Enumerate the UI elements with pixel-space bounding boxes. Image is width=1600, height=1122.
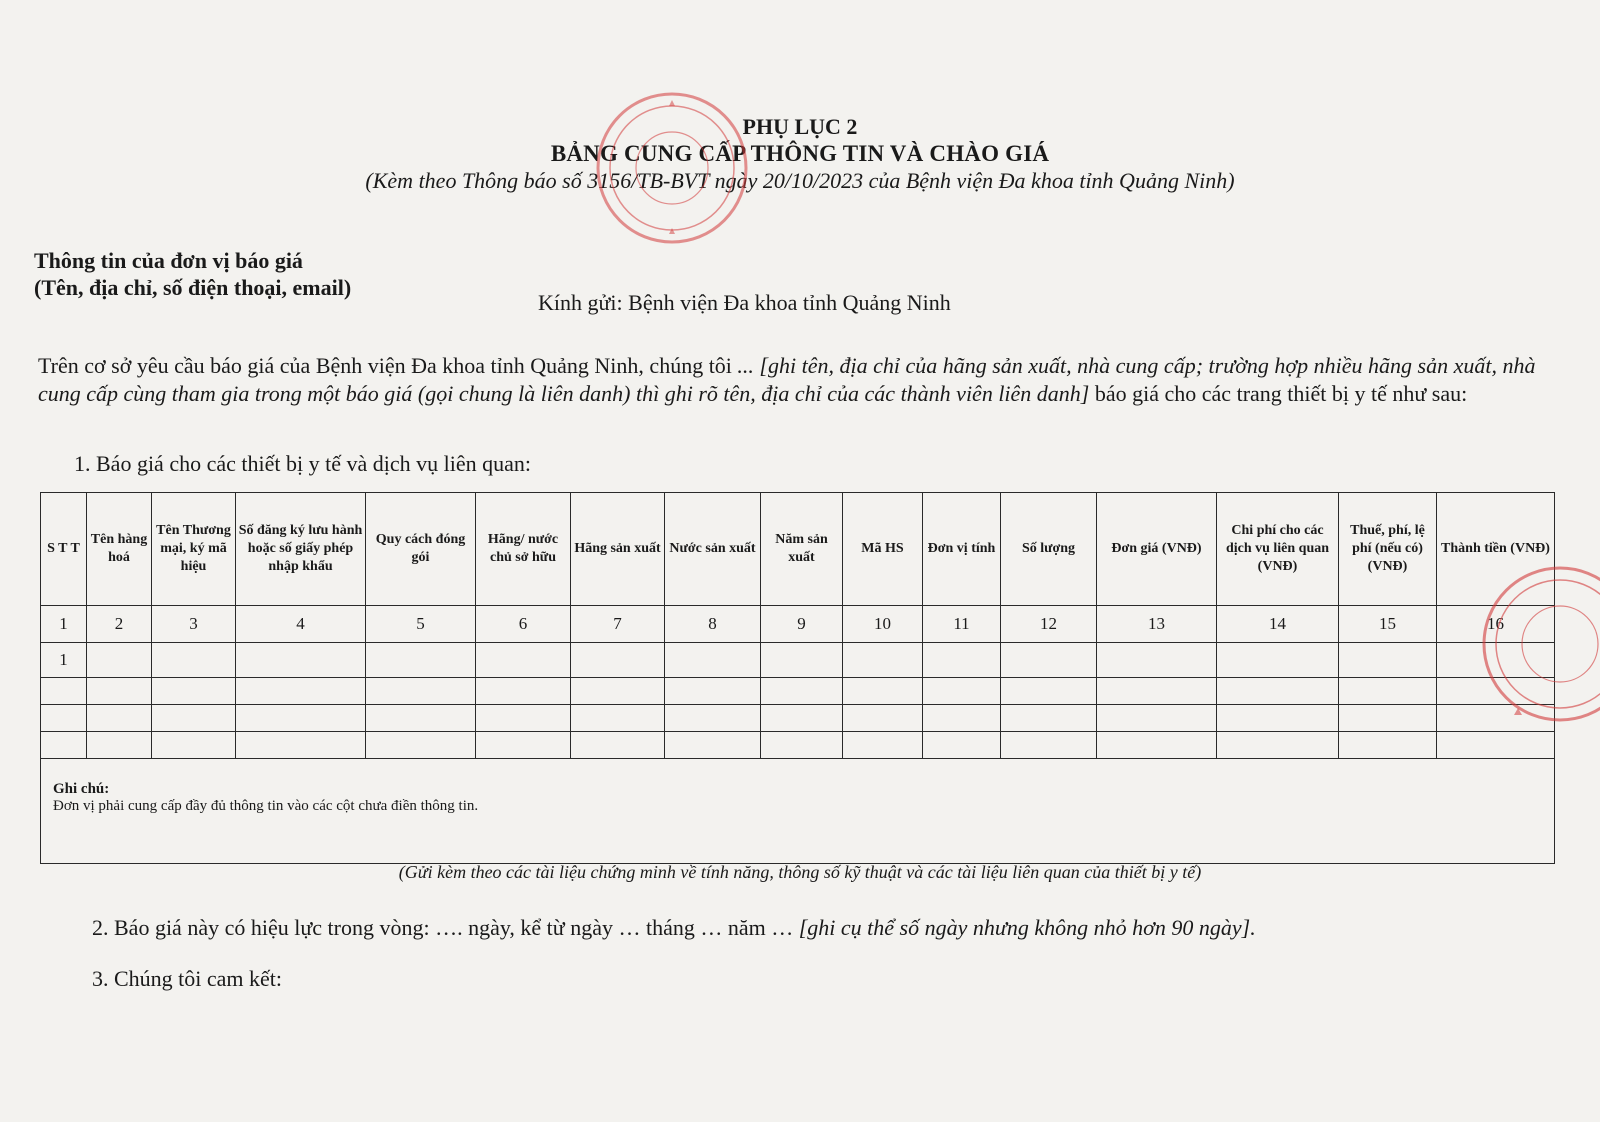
column-number: 16: [1437, 606, 1555, 643]
table-row: [41, 643, 1555, 678]
header-cell: Chi phí cho các dịch vụ liên quan (VNĐ): [1217, 493, 1339, 606]
column-number: 14: [1217, 606, 1339, 643]
column-number: 7: [571, 606, 665, 643]
attachment-note: (Gửi kèm theo các tài liệu chứng minh về tính năng, thông số kỹ thuật và các tài liệu liên quan của thiết bị y tế): [398, 862, 1202, 882]
column-number: 10: [843, 606, 923, 643]
table-header-row: [41, 493, 1555, 606]
note-text: Đơn vị phải cung cấp đầy đủ thông tin vào các cột chưa điền thông tin.: [53, 798, 479, 814]
column-number: 3: [152, 606, 236, 643]
header-cell: Năm sản xuất: [761, 493, 843, 606]
column-number-row: [41, 606, 1555, 643]
table-note-row: [41, 759, 1555, 864]
intro-paragraph: [38, 352, 1538, 408]
section-1-heading: 1. Báo giá cho các thiết bị y tế và dịch vụ liên quan:: [74, 451, 531, 476]
validity-instruction: [ghi cụ thể số ngày nhưng không nhỏ hơn 90 ngày].: [798, 915, 1256, 940]
header-cell: Thành tiền (VNĐ): [1437, 493, 1555, 606]
header-cell: Nước sản xuất: [665, 493, 761, 606]
column-number: 9: [761, 606, 843, 643]
note-title: Ghi chú:: [53, 781, 110, 797]
document-subtitle: (Kèm theo Thông báo số 3156/TB-BVT ngày 20/10/2023 của Bệnh viện Đa khoa tỉnh Quảng Ninh): [365, 168, 1235, 193]
header-cell: Hãng sản xuất: [571, 493, 665, 606]
quotation-table: [40, 492, 1555, 864]
table-note-cell: [41, 759, 1555, 864]
header-cell: Số lượng: [1001, 493, 1097, 606]
header-cell: Hãng/ nước chủ sở hữu: [476, 493, 571, 606]
intro-text-start: Trên cơ sở yêu cầu báo giá của Bệnh viện Đa khoa tỉnh Quảng Ninh, chúng tôi: [38, 353, 738, 378]
header-cell: Đơn vị tính: [923, 493, 1001, 606]
header-cell: S T T: [41, 493, 87, 606]
appendix-heading: PHỤ LỤC 2: [742, 114, 858, 139]
column-number: 15: [1339, 606, 1437, 643]
table-row: [41, 678, 1555, 705]
column-number: 1: [41, 606, 87, 643]
unit-info-label: Thông tin của đơn vị báo giá: [34, 248, 303, 273]
column-number: 11: [923, 606, 1001, 643]
table-row: [41, 732, 1555, 759]
header-cell: Đơn giá (VNĐ): [1097, 493, 1217, 606]
stt-cell: 1: [41, 643, 87, 678]
column-number: 2: [87, 606, 152, 643]
header-cell: Tên hàng hoá: [87, 493, 152, 606]
column-number: 8: [665, 606, 761, 643]
document-title: BẢNG CUNG CẤP THÔNG TIN VÀ CHÀO GIÁ: [550, 141, 1050, 166]
unit-info-hint: (Tên, địa chỉ, số điện thoại, email): [34, 275, 352, 300]
section-3-commitment: 3. Chúng tôi cam kết:: [92, 966, 283, 991]
column-number: 4: [236, 606, 366, 643]
section-2-validity: [92, 915, 1256, 941]
header-cell: Số đăng ký lưu hành hoặc số giấy phép nhập khẩu: [236, 493, 366, 606]
intro-placeholder: ... [ghi tên, địa chỉ của hãng sản xuất, nhà cung cấp; trường hợp nhiều hãng sản xuất, nhà cung cấp cùng tham gia trong một báo giá (gọi chung là liên danh) thì ghi rõ tên, địa chỉ của các thành viên liên danh]: [38, 353, 1536, 406]
header-cell: Tên Thương mại, ký mã hiệu: [152, 493, 236, 606]
column-number: 6: [476, 606, 571, 643]
header-cell: Quy cách đóng gói: [366, 493, 476, 606]
column-number: 12: [1001, 606, 1097, 643]
validity-text: 2. Báo giá này có hiệu lực trong vòng: …. ngày, kể từ ngày … tháng … năm …: [92, 915, 799, 940]
column-number: 13: [1097, 606, 1217, 643]
header-cell: Thuế, phí, lệ phí (nếu có) (VNĐ): [1339, 493, 1437, 606]
intro-text-end: báo giá cho các trang thiết bị y tế như sau:: [1089, 381, 1468, 406]
header-cell: Mã HS: [843, 493, 923, 606]
salutation: Kính gửi: Bệnh viện Đa khoa tỉnh Quảng Ninh: [538, 290, 951, 315]
table-row: [41, 705, 1555, 732]
column-number: 5: [366, 606, 476, 643]
